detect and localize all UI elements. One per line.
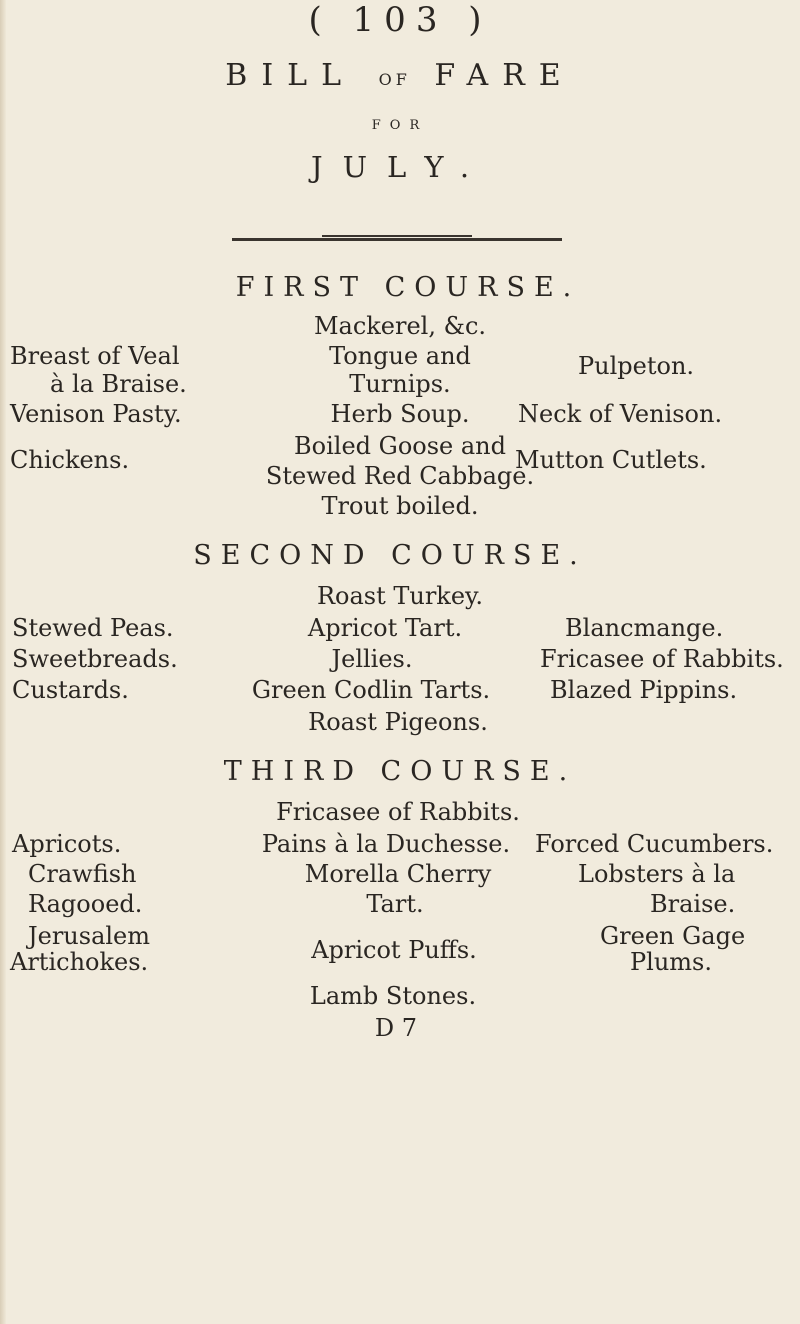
signature-mark: D 7 (374, 1014, 418, 1042)
third-left-1: Crawfish (28, 860, 137, 888)
third-right-3: Green Gage (600, 922, 746, 950)
third-left-2: Ragooed. (28, 890, 143, 918)
second-left-1: Stewed Peas. (12, 614, 174, 642)
third-left-3: Jerusalem (28, 922, 151, 950)
title-fare: FARE (434, 58, 575, 93)
third-row1-center: Pains à la Duchesse. (261, 830, 511, 858)
second-course-heading: SECOND COURSE. (193, 540, 587, 571)
first-left-1: Breast of Veal (10, 342, 180, 370)
first-right-1: Pulpeton. (578, 352, 695, 380)
third-center-1: Morella Cherry (304, 860, 492, 888)
second-center-1: Apricot Tart. (307, 614, 463, 642)
first-center-3: Turnips. (349, 370, 451, 398)
second-right-3: Blazed Pippins. (550, 676, 738, 704)
third-right-1: Lobsters à la (578, 860, 736, 888)
second-top: Roast Turkey. (316, 582, 484, 610)
first-center-4: Herb Soup. (330, 400, 470, 428)
title-month: JULY. (310, 150, 490, 184)
first-center-7: Trout boiled. (321, 492, 479, 520)
title-for: FOR (371, 118, 429, 133)
first-left-4: Chickens. (10, 446, 130, 474)
divider-rule (232, 238, 562, 241)
third-center-3: Apricot Puffs. (311, 936, 477, 964)
second-center-3: Green Codlin Tarts. (251, 676, 491, 704)
title-bill: BILL (225, 58, 356, 93)
second-left-3: Custards. (12, 676, 129, 704)
third-right-2: Braise. (650, 890, 736, 918)
second-right-2: Fricasee of Rabbits. (540, 645, 784, 673)
page-number: ( 103 ) (308, 0, 492, 40)
first-left-3: Venison Pasty. (10, 400, 182, 428)
page-edge (0, 0, 6, 1324)
first-right-2: Neck of Venison. (518, 400, 723, 428)
third-row1-left: Apricots. (12, 830, 122, 858)
first-center-1: Mackerel, &c. (313, 312, 487, 340)
third-course-heading: THIRD COURSE. (223, 756, 577, 787)
first-center-6: Stewed Red Cabbage. (265, 462, 535, 490)
title-bill-of-fare (225, 58, 574, 93)
third-left-4: Artichokes. (10, 948, 149, 976)
first-center-5: Boiled Goose and (294, 432, 506, 460)
title-of: OF (378, 70, 411, 89)
third-bottom: Lamb Stones. (309, 982, 477, 1010)
first-course-heading: FIRST COURSE. (235, 272, 581, 303)
divider-rule-thick (322, 235, 472, 237)
second-left-2: Sweetbreads. (12, 645, 178, 673)
third-top: Fricasee of Rabbits. (276, 798, 520, 826)
third-right-4: Plums. (630, 948, 712, 976)
first-center-2: Tongue and (329, 342, 471, 370)
first-left-2: à la Braise. (50, 370, 187, 398)
second-bottom: Roast Pigeons. (308, 708, 488, 736)
first-right-3: Mutton Cutlets. (515, 446, 707, 474)
third-row1-right: Forced Cucumbers. (535, 830, 774, 858)
third-center-2: Tart. (366, 890, 424, 918)
second-center-2: Jellies. (331, 645, 413, 673)
second-right-1: Blancmange. (565, 614, 724, 642)
